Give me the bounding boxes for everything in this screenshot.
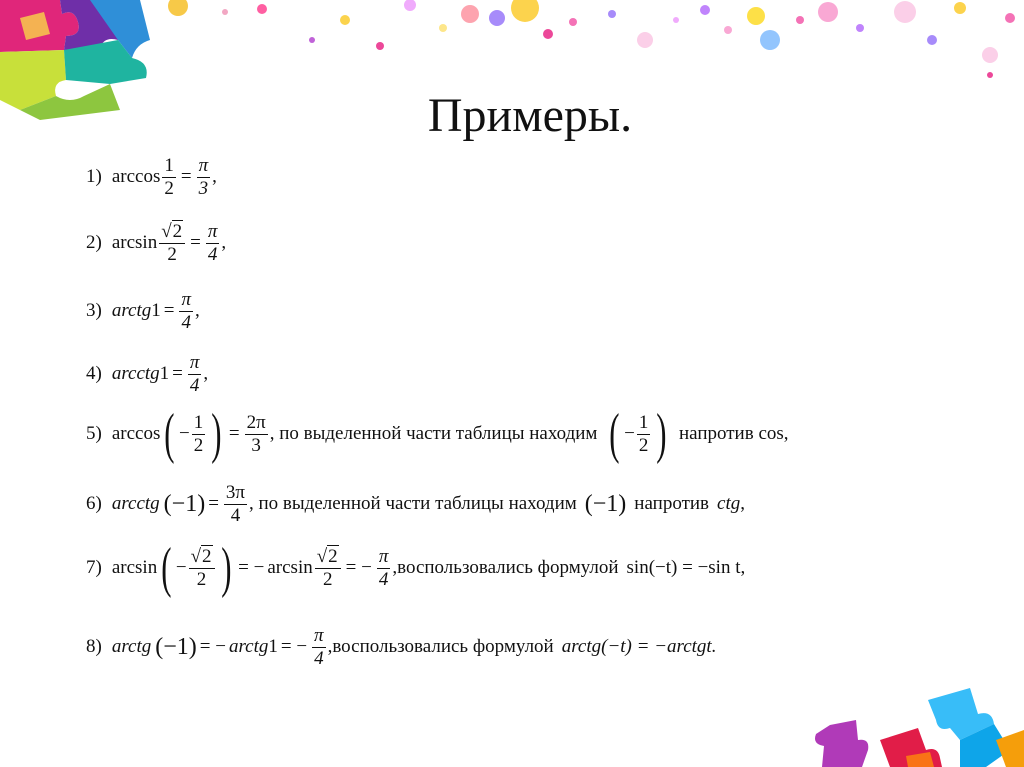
close-paren: ) (656, 403, 667, 465)
sqrt-symbol: √2 (161, 221, 183, 242)
function-name: arctg (111, 636, 152, 658)
result-fraction: $\frac{\pi}{4}$ (189, 352, 200, 396)
example-number: 3) (86, 300, 102, 322)
result-fraction: $\frac{2\pi}{3}$ (246, 411, 266, 456)
explanation-text: ,воспользовались формулой (327, 636, 554, 658)
equals-sign: = − (199, 636, 226, 658)
result-fraction: $\frac{\pi}{4}$ (181, 289, 191, 333)
explanation-text: ,воспользовались формулой (392, 557, 619, 579)
function-name: arcctg (111, 363, 160, 385)
function-name-2: arcsin (267, 557, 313, 579)
equals-sign: = (228, 423, 240, 445)
function-name-2: ctg (717, 493, 741, 515)
result-fraction: $\frac{\pi}{3}$ (198, 155, 209, 199)
argument-fraction: $\frac{1}{2}$ (193, 411, 204, 456)
example-5 (86, 403, 789, 465)
comma: , (221, 232, 227, 254)
example-number: 6) (86, 493, 102, 515)
function-name: arccos (111, 423, 161, 445)
argument: 1 (151, 300, 161, 322)
function-name: arcsin (111, 557, 158, 579)
minus-sign: − (179, 423, 190, 445)
example-3 (86, 290, 200, 333)
result-fraction: $\frac{\pi}{4}$ (207, 221, 218, 265)
comma: , (194, 300, 200, 322)
sqrt-symbol: √2 (190, 545, 212, 567)
equals-sign: = − (238, 557, 265, 579)
minus-sign: − (624, 423, 635, 445)
puzzle-pieces-decoration-bottom (810, 680, 1024, 767)
example-number: 2) (86, 232, 102, 254)
open-paren: ( (161, 537, 172, 599)
close-paren: ) (220, 537, 231, 599)
example-number: 5) (86, 423, 102, 445)
example-number: 1) (86, 166, 102, 188)
formula: sin(−t) = −sin t, (626, 557, 746, 579)
minus-sign: − (175, 557, 187, 579)
formula: arctg(−t) = −arctgt. (561, 636, 717, 658)
explanation-text: , по выделенной части таблицы находим (269, 423, 598, 445)
example-7 (86, 537, 746, 599)
function-name: arctg (111, 300, 152, 322)
explanation-text-2: напротив cos, (678, 423, 789, 445)
example-6 (86, 483, 745, 526)
table-value-fraction: $\frac{1}{2}$ (638, 411, 649, 456)
argument: 1 (159, 363, 170, 385)
function-name: arccos (111, 166, 161, 188)
equals-sign: = (163, 300, 175, 322)
sqrt-symbol: √2 (316, 545, 338, 567)
function-name: arcctg (111, 493, 160, 515)
example-8 (86, 626, 716, 669)
equals-sign: = (172, 363, 183, 385)
example-number: 4) (86, 363, 102, 385)
equals-sign: = (208, 493, 219, 515)
explanation-text-2: напротив (634, 493, 710, 515)
result-fraction: $\frac{3\pi}{4}$ (225, 482, 246, 526)
comma: , (203, 363, 209, 385)
example-2 (86, 222, 226, 265)
function-name-2: arctg (228, 636, 269, 658)
argument-2: 1 (268, 636, 278, 658)
argument: (−1) (155, 634, 197, 661)
comma: , (212, 166, 217, 188)
open-paren: ( (164, 403, 175, 465)
open-paren: ( (609, 403, 620, 465)
table-value: (−1) (584, 491, 627, 518)
equals-sign-2: = − (280, 636, 308, 658)
argument-fraction: $\frac{√2}{2}$ (159, 222, 185, 265)
equals-sign: = (180, 166, 192, 188)
equals-sign-2: = − (345, 557, 372, 579)
example-number: 8) (86, 636, 102, 658)
argument: (−1) (163, 491, 206, 518)
argument-fraction: $\frac{√2}{2}$ (189, 547, 215, 590)
result-fraction: $\frac{\pi}{4}$ (314, 625, 324, 669)
close-paren: ) (211, 403, 222, 465)
result-fraction: $\frac{\pi}{4}$ (378, 545, 389, 590)
argument-fraction: $\frac{1}{2}$ (164, 155, 174, 199)
example-1 (86, 156, 217, 199)
argument-fraction-2: $\frac{√2}{2}$ (315, 547, 341, 590)
function-name: arcsin (111, 232, 158, 254)
explanation-text: , по выделенной части таблицы находим (249, 493, 577, 515)
page-title: Примеры. (427, 89, 633, 142)
example-4 (86, 353, 208, 396)
equals-sign: = (190, 232, 201, 254)
comma: , (740, 493, 745, 515)
example-number: 7) (86, 557, 102, 579)
